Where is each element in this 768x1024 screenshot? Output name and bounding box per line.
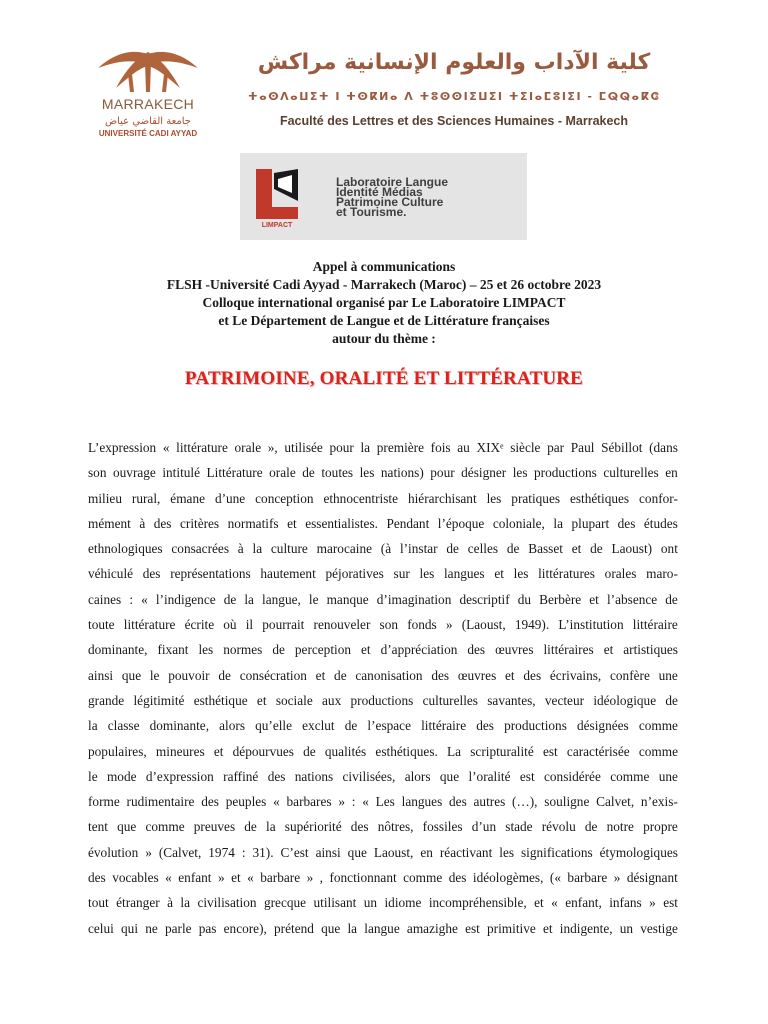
call-line: Appel à communications — [312, 259, 456, 274]
body-line: populaires, mineures et dépourvues de qualités esthétiques. La scripturalité est caractérisée comme — [88, 743, 678, 759]
colloquium-title: PATRIMOINE, ORALITÉ ET LITTÉRATURE — [184, 368, 584, 389]
body-line: toute littérature écrite où il pourrait renouveler son fonds » (Laoust, 1949). L’institution littéraire — [88, 617, 678, 633]
lab-name-line: Identité Médias — [336, 185, 423, 199]
limpact-logo-icon — [252, 163, 302, 221]
body-line: milieu rural, émane d’une conception ethnocentriste hiérarchisant les pratiques esthétiques confor- — [88, 490, 678, 506]
lab-name-line: Laboratoire Langue — [336, 175, 449, 189]
lab-name-line: Patrimoine Culture — [336, 195, 444, 209]
body-line: évolution » (Calvet, 1974 : 31). C’est ainsi que Laoust, en réactivant les significations étymologiques — [88, 844, 678, 860]
lab-name — [336, 177, 522, 217]
body-line: forme rudimentaire des peuples « barbares » : « Les langues des autres (…), souligne Calvet, n’exis- — [88, 794, 678, 810]
faculty-name-arabic: كلية الآداب والعلوم الإنسانية مراكش — [257, 50, 651, 75]
lab-logo-label: LIMPACT — [261, 222, 293, 229]
body-line: tent que comme preuves de la supériorité des nôtres, fossiles d’un stade révolu de notre propre — [88, 819, 678, 835]
body-line: ethnologiques consacrées à la culture marocaine (à l’instar de celles de Basset et de Laoust) ont — [88, 541, 678, 557]
university-city: MARRAKECH — [101, 96, 195, 112]
call-line: autour du thème : — [332, 331, 436, 346]
body-line: caines : « l’indigence de la langue, le manque d’imagination descriptif du Berbère et l’absence de — [88, 591, 678, 607]
lab-name-line: et Tourisme. — [336, 205, 407, 219]
lab-banner — [240, 153, 527, 240]
body-line: ainsi que le pouvoir de consécration et de canonisation des œuvres et des écrivains, confère une — [88, 667, 678, 683]
university-name-french: UNIVERSITÉ CADI AYYAD — [98, 129, 198, 138]
call-line: et Le Département de Langue et de Littérature françaises — [218, 313, 550, 328]
body-line: grande légitimité esthétique et sociale aux productions culturelles savantes, vecteur idéologique de — [88, 692, 678, 708]
body-line: son ouvrage intitulé Littérature orale de toutes les nations) pour désigner les productions culturelles en — [88, 465, 678, 481]
body-line: le mode d’expression raffiné des nations civilisées, alors que l’oralité est considérée comme une — [88, 768, 678, 784]
faculty-name-french: Faculté des Lettres et des Sciences Humaines - Marrakech — [279, 114, 629, 128]
body-line: L’expression « littérature orale », utilisée pour la première fois au XIXᵉ siècle par Paul Sébillot (dans — [88, 440, 678, 455]
body-line: véhiculé des représentations hautement péjoratives sur les langues et les littératures orales maro- — [88, 566, 678, 582]
body-line: la classe dominante, alors qu’elle exclut de l’espace littéraire des productions désignées comme — [88, 718, 678, 734]
body-line: des vocables « enfant » et « barbare » , fonctionnant comme des idéologèmes, (« barbare » désignant — [88, 870, 678, 886]
body-line: tout étranger à la civilisation grecque utilisant un idiome incompréhensible, et « enfant, infans » est — [88, 895, 678, 911]
call-line: FLSH -Université Cadi Ayyad - Marrakech (Maroc) – 25 et 26 octobre 2023 — [166, 277, 602, 292]
body-line: celui qui ne parle pas encore), prétend que la langue amazighe est primitive et indigente, un vestige — [88, 920, 678, 936]
faculty-name-tifinagh: ⵜⴰⵙⴷⴰⵡⵉⵜ ⵏ ⵜⵙⴽⵍⴰ ⴷ ⵜⵓⵙⵙⵏⵉⵡⵉⵏ ⵜⵉⵏⴰⵎⵓⵏⵉⵏ - ⵎⵕⵕⴰⴽⵛ — [247, 90, 661, 103]
call-for-papers — [84, 258, 684, 348]
call-line: Colloque international organisé par Le Laboratoire LIMPACT — [202, 295, 566, 310]
university-name-arabic: جامعة القاضي عياض — [104, 116, 191, 127]
body-line: mément à des critères normatifs et essentialistes. Pendant l’époque coloniale, la plupart des études — [88, 515, 678, 531]
body-paragraph — [88, 435, 678, 941]
body-line: dominante, fixant les normes de perception et d’appréciation des œuvres littéraires et artistiques — [88, 642, 678, 658]
